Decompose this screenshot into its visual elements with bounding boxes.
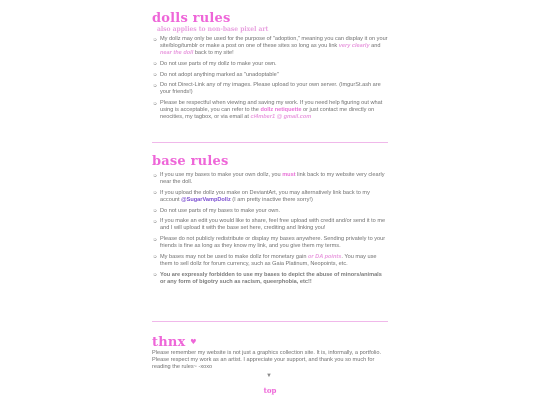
deviantart-account-link[interactable]: @SugarVampDollz — [181, 196, 231, 203]
base-rules-list — [152, 172, 388, 286]
list-item: ➭ Do not adopt anything marked as "unadoptable" — [153, 71, 279, 79]
bullet-arrow-icon: ➭ — [153, 100, 158, 107]
divider — [152, 321, 388, 322]
list-item: ➭ You are expressly forbidden to use my bases to depict the abuse of minors/animals or any form of bigotry such as racism, queerphobia, etc!! — [153, 271, 382, 285]
bullet-arrow-icon: ➭ — [153, 82, 158, 89]
list-item: ➭ My bases may not be used to make dollz for monetary gain or DA points. You may use them to sell dollz for forum currency, such as Gaia Platinum, Neopoints, etc. — [153, 253, 377, 267]
bullet-arrow-icon: ➭ — [153, 218, 158, 225]
email-link[interactable]: ci4mber1 @ gmail.com — [250, 114, 312, 121]
dolls-rules-title: dolls rules — [152, 11, 231, 26]
bullet-arrow-icon: ➭ — [153, 208, 158, 215]
list-item: ➭ Do not use parts of my dollz to make your own. — [153, 60, 277, 68]
dolls-rules-section — [152, 12, 388, 125]
dolls-rules-list — [152, 36, 388, 121]
thnx-body: Please remember my website is not just a graphics collection site. It is, informally, a portfolio. Please respect my work as an artist. I appreciate your support, and thank you so much for reading the rules~ -xoxo — [152, 350, 382, 371]
bullet-arrow-icon: ➭ — [153, 61, 158, 68]
list-item: ➭ If you upload the dollz you make on DeviantArt, you may alternatively link back to my account @SugarVampDollz (I am pretty inactive there sorry!) — [153, 189, 370, 203]
list-item: ➭ If you use my bases to make your own dollz, you must link back to my website very clearly near the doll. — [153, 172, 385, 186]
bullet-arrow-icon: ➭ — [153, 236, 158, 243]
dolls-rules-subtitle: also applies to non-base pixel art — [157, 26, 269, 33]
bullet-arrow-icon: ➭ — [153, 36, 158, 43]
dollz-netiquette-link[interactable]: dollz netiquette — [260, 107, 302, 114]
divider — [152, 142, 388, 143]
bullet-arrow-icon: ➭ — [153, 254, 158, 261]
thnx-title: thnx ♥ — [152, 335, 197, 350]
top-link[interactable]: top — [263, 386, 277, 395]
list-item: ➭ Please be respectful when viewing and saving my work. If you need help figuring out what using is acceptable, you can refer to the dollz netiquette or just contact me directly on neocities, my tagbox, or via email at ci4mber1 @ gmail.com — [153, 100, 383, 121]
thnx-section — [152, 335, 388, 371]
list-item: ➭ Do not Direct-Link any of my images. Please upload to your own server. (ImgurSt.ash are your friends!) — [153, 82, 381, 96]
base-rules-title: base rules — [152, 154, 229, 169]
bullet-arrow-icon: ➭ — [153, 72, 158, 79]
bullet-arrow-icon: ➭ — [153, 272, 158, 279]
list-item: ➭ If you make an edit you would like to share, feel free upload with credit and/or send it to me and I will upload it with the base set here, crediting and linking you! — [153, 218, 386, 232]
heart-icon: ♥ — [190, 337, 197, 346]
bullet-arrow-icon: ➭ — [153, 172, 158, 179]
list-item: ➭ My dollz may only be used for the purpose of "adoption," meaning you can display it on your site/blog/tumblr or make a post on one of these sites so long as you link very clearly and near the doll back to my site! — [153, 36, 388, 57]
base-rules-section — [152, 155, 388, 289]
list-item: ➭ Please do not publicly redistribute or display my bases anywhere. Sending privately to your friends is fine as long as they know my link, and you give them my terms. — [153, 236, 386, 250]
down-arrow-icon: ▼ — [266, 373, 272, 379]
list-item: ➭ Do not use parts of my bases to make your own. — [153, 207, 281, 215]
bullet-arrow-icon: ➭ — [153, 190, 158, 197]
